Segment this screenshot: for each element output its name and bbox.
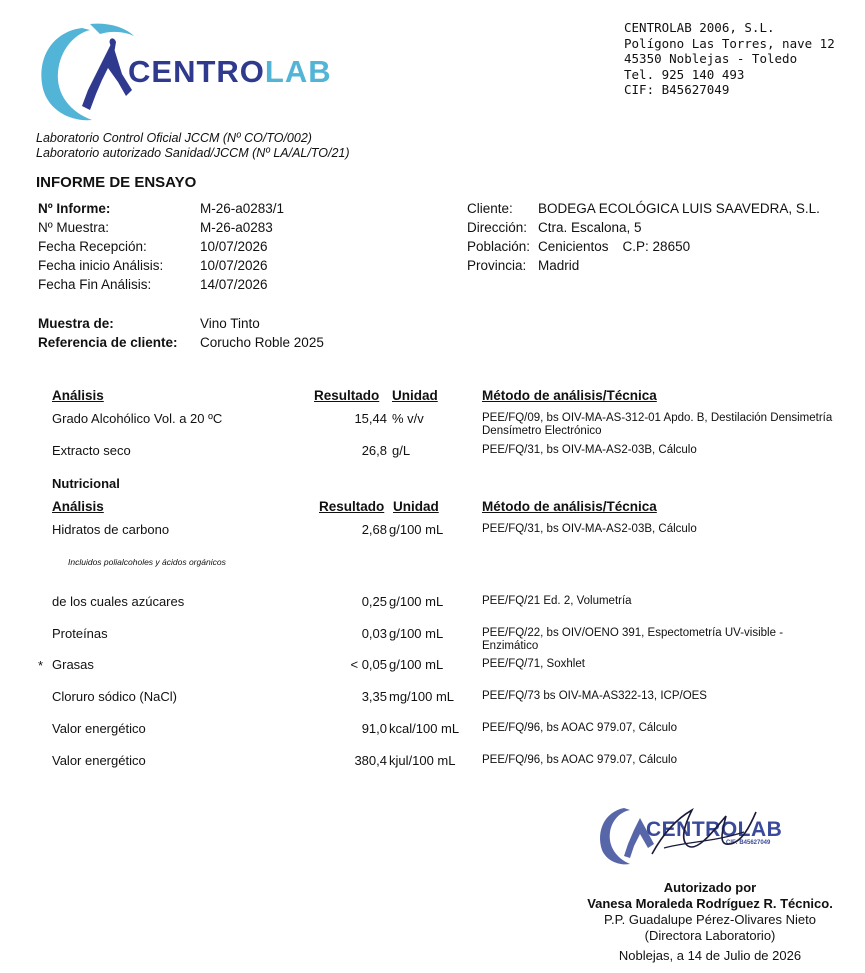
sample-number-value: M-26-a0283 bbox=[200, 220, 273, 235]
table-row-method: PEE/FQ/71, Soxhlet bbox=[482, 658, 585, 670]
table-row-unit: % v/v bbox=[392, 411, 424, 426]
table-row-unit: g/L bbox=[392, 443, 411, 458]
table-row-method: PEE/FQ/31, bs OIV-MA-AS2-03B, Cálculo bbox=[482, 444, 697, 456]
table-row-result: 2,68 bbox=[361, 522, 387, 537]
address-label: Dirección: bbox=[467, 220, 528, 235]
method-line1: PEE/FQ/22, bs OIV/OENO 391, Espectometría UV-visible - bbox=[482, 627, 784, 639]
table-row-result: < 0,05 bbox=[350, 657, 387, 672]
report-title: INFORME DE ENSAYO bbox=[36, 174, 197, 191]
director-role: (Directora Laboratorio) bbox=[644, 928, 776, 943]
header-method: Método de análisis/Técnica bbox=[482, 499, 657, 514]
table-row-unit: mg/100 mL bbox=[389, 689, 455, 704]
table-row-result: 0,03 bbox=[361, 626, 387, 641]
sample-value: Vino Tinto bbox=[200, 316, 260, 331]
section-title-nutritional: Nutricional bbox=[52, 476, 120, 491]
table-row-result: 26,8 bbox=[361, 443, 387, 458]
start-date-value: 10/07/2026 bbox=[200, 258, 268, 273]
method-line2: Enzimático bbox=[482, 639, 539, 652]
company-address1: Polígono Las Torres, nave 12 bbox=[624, 35, 835, 51]
asterisk-mark: * bbox=[38, 658, 44, 673]
table-row-name: Grasas bbox=[52, 657, 94, 672]
end-date-label: Fecha Fin Análisis: bbox=[38, 277, 152, 292]
accreditation-line2: Laboratorio autorizado Sanidad/JCCM (Nº LA/AL/TO/21) bbox=[36, 145, 350, 160]
sample-values bbox=[200, 314, 324, 352]
place-date: Noblejas, a 14 de Julio de 2026 bbox=[618, 948, 802, 963]
company-info bbox=[624, 20, 835, 98]
carb-note: Incluidos polialcoholes y ácidos orgánicos bbox=[68, 557, 226, 567]
table-row-name: Proteínas bbox=[52, 626, 108, 641]
authorizer-name: Vanesa Moraleda Rodríguez R. Técnico. bbox=[587, 896, 833, 911]
company-cif: CIF: B45627049 bbox=[624, 82, 730, 97]
client-label: Cliente: bbox=[467, 201, 513, 216]
table-row-method: PEE/FQ/96, bs AOAC 979.07, Cálculo bbox=[482, 754, 677, 766]
stamp-text: CENTROLAB bbox=[646, 818, 783, 841]
sample-label: Muestra de: bbox=[38, 316, 114, 331]
report-number-value: M-26-a0283/1 bbox=[200, 201, 285, 216]
table-row-name: Hidratos de carbono bbox=[52, 522, 170, 537]
table-row-name: de los cuales azúcares bbox=[52, 594, 185, 609]
client-value: BODEGA ECOLÓGICA LUIS SAAVEDRA, S.L. bbox=[538, 201, 820, 216]
table-row-name: Valor energético bbox=[52, 753, 146, 768]
end-date-value: 14/07/2026 bbox=[200, 277, 268, 292]
centrolab-logo bbox=[30, 14, 375, 129]
table-row-result: 91,0 bbox=[361, 721, 387, 736]
table-row-name: Cloruro sódico (NaCl) bbox=[52, 689, 177, 704]
table-row-name: Valor energético bbox=[52, 721, 146, 736]
header-unit: Unidad bbox=[393, 499, 439, 514]
reception-date-value: 10/07/2026 bbox=[200, 239, 268, 254]
company-address2: 45350 Noblejas - Toledo bbox=[624, 51, 798, 66]
province-label: Provincia: bbox=[467, 258, 527, 273]
company-phone: Tel. 925 140 493 bbox=[624, 66, 745, 82]
table-row-unit: g/100 mL bbox=[389, 594, 444, 609]
reception-date-label: Fecha Recepción: bbox=[38, 239, 147, 254]
client-values bbox=[538, 199, 820, 275]
report-info-values bbox=[200, 199, 284, 294]
client-labels bbox=[467, 199, 530, 275]
authorized-by: Autorizado por bbox=[663, 880, 757, 895]
header-result: Resultado bbox=[314, 388, 380, 403]
table-row-method: PEE/FQ/73 bs OIV-MA-AS322-13, ICP/OES bbox=[482, 690, 707, 702]
method-line2: Densímetro Electrónico bbox=[482, 424, 602, 437]
header-result: Resultado bbox=[319, 499, 385, 514]
postal-code: C.P: 28650 bbox=[622, 239, 691, 254]
table-row-method: PEE/FQ/21 Ed. 2, Volumetría bbox=[482, 595, 632, 607]
address-value: Ctra. Escalona, 5 bbox=[538, 220, 642, 235]
accreditation-line1: Laboratorio Control Oficial JCCM (Nº CO/TO/002) bbox=[36, 131, 312, 145]
table-row-method: PEE/FQ/31, bs OIV-MA-AS2-03B, Cálculo bbox=[482, 523, 697, 535]
logo-text-lab: LAB bbox=[264, 54, 332, 89]
table-row-result: 15,44 bbox=[354, 411, 387, 426]
table-row-result: 3,35 bbox=[361, 689, 387, 704]
lab-stamp bbox=[594, 800, 804, 870]
signature-block bbox=[560, 880, 860, 964]
report-number-label: Nº Informe: bbox=[38, 201, 111, 216]
client-ref-value: Corucho Roble 2025 bbox=[200, 335, 324, 350]
client-ref-label: Referencia de cliente: bbox=[38, 335, 178, 350]
town-value: Cenicientos bbox=[538, 239, 609, 254]
pp-name: P.P. Guadalupe Pérez-Olivares Nieto bbox=[604, 912, 816, 927]
header-analysis: Análisis bbox=[52, 388, 104, 403]
table-row-unit: kcal/100 mL bbox=[389, 721, 460, 736]
table-row-unit: kjul/100 mL bbox=[389, 753, 456, 768]
method-line1: PEE/FQ/09, bs OIV-MA-AS-312-01 Apdo. B, Destilación Densimetría bbox=[482, 412, 833, 424]
table-row-name: Extracto seco bbox=[52, 443, 131, 458]
sample-number-label: Nº Muestra: bbox=[38, 220, 109, 235]
table-row-result: 0,25 bbox=[361, 594, 387, 609]
signature-scribble-icon bbox=[644, 802, 764, 864]
table-row-method: PEE/FQ/96, bs AOAC 979.07, Cálculo bbox=[482, 722, 677, 734]
table-row-method bbox=[482, 627, 783, 652]
table-row-unit: g/100 mL bbox=[389, 522, 444, 537]
table-row-result: 380,4 bbox=[354, 753, 387, 768]
accreditation bbox=[36, 131, 350, 160]
logo-text-centro: CENTRO bbox=[128, 54, 265, 89]
province-value: Madrid bbox=[538, 258, 580, 273]
header-analysis: Análisis bbox=[52, 499, 104, 514]
stamp-cif: CIF: B45627049 bbox=[726, 840, 771, 846]
header-method: Método de análisis/Técnica bbox=[482, 388, 657, 403]
table-row-method bbox=[482, 412, 865, 437]
table-row-unit: g/100 mL bbox=[389, 626, 444, 641]
table-row-name: Grado Alcohólico Vol. a 20 ºC bbox=[52, 411, 223, 426]
sample-labels bbox=[38, 314, 178, 352]
company-name: CENTROLAB 2006, S.L. bbox=[624, 20, 775, 35]
start-date-label: Fecha inicio Análisis: bbox=[38, 258, 164, 273]
report-info bbox=[38, 199, 163, 294]
header-unit: Unidad bbox=[392, 388, 438, 403]
table-row-unit: g/100 mL bbox=[389, 657, 444, 672]
town-label: Población: bbox=[467, 239, 531, 254]
